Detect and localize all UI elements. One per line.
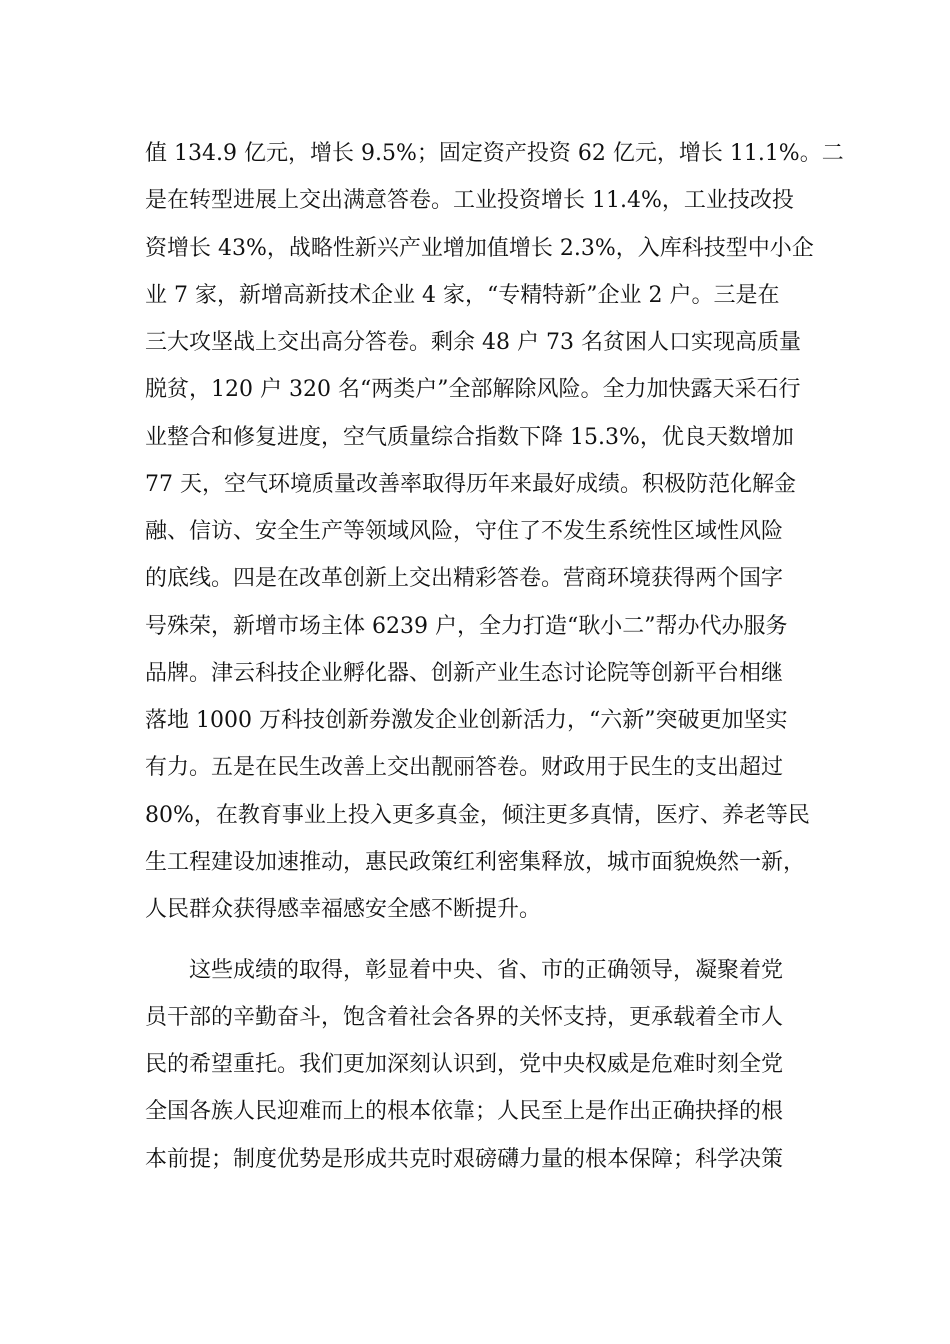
- text-line: 号殊荣，新增市场主体 6239 户，全力打造“耿小二”帮办代办服务: [145, 614, 788, 639]
- text-line: 品牌。津云科技企业孵化器、创新产业生态讨论院等创新平台相继: [145, 661, 784, 686]
- text-line: 77 天，空气环境质量改善率取得历年来最好成绩。积极防范化解金: [145, 472, 796, 497]
- text-line: 本前提；制度优势是形成共克时艰磅礴力量的根本保障；科学决策: [145, 1147, 784, 1172]
- text-line: 融、信访、安全生产等领域风险，守住了不发生系统性区域性风险: [145, 519, 784, 544]
- text-line: 的底线。四是在改革创新上交出精彩答卷。营商环境获得两个国字: [145, 566, 784, 591]
- text-line: 脱贫，120 户 320 名“两类户”全部解除风险。全力加快露天采石行: [145, 377, 801, 402]
- text-line: 三大攻坚战上交出高分答卷。剩余 48 户 73 名贫困人口实现高质量: [145, 330, 801, 355]
- text-line: 这些成绩的取得，彰显着中央、省、市的正确领导，凝聚着党: [145, 958, 784, 983]
- text-line: 业 7 家，新增高新技术企业 4 家，“专精特新”企业 2 户。三是在: [145, 283, 780, 308]
- text-line: 是在转型进展上交出满意答卷。工业投资增长 11.4%，工业技改投: [145, 188, 794, 213]
- text-line: 值 134.9 亿元，增长 9.5%；固定资产投资 62 亿元，增长 11.1%。二: [145, 141, 844, 166]
- text-line: 人民群众获得感幸福感安全感不断提升。: [145, 897, 542, 922]
- text-line: 业整合和修复进度，空气质量综合指数下降 15.3%，优良天数增加: [145, 425, 794, 450]
- text-line: 民的希望重托。我们更加深刻认识到，党中央权威是危难时刻全党: [145, 1052, 784, 1077]
- text-line: 有力。五是在民生改善上交出靓丽答卷。财政用于民生的支出超过: [145, 755, 784, 780]
- text-line: 全国各族人民迎难而上的根本依靠；人民至上是作出正确抉择的根: [145, 1099, 784, 1124]
- text-line: 生工程建设加速推动，惠民政策红利密集释放，城市面貌焕然一新，: [145, 850, 806, 875]
- text-line: 80%，在教育事业上投入更多真金，倾注更多真情，医疗、养老等民: [145, 803, 810, 828]
- text-line: 资增长 43%，战略性新兴产业增加值增长 2.3%，入库科技型中小企: [145, 236, 814, 261]
- text-line: 员干部的辛勤奋斗，饱含着社会各界的关怀支持，更承载着全市人: [145, 1005, 784, 1030]
- text-line: 落地 1000 万科技创新券激发企业创新活力，“六新”突破更加坚实: [145, 708, 788, 733]
